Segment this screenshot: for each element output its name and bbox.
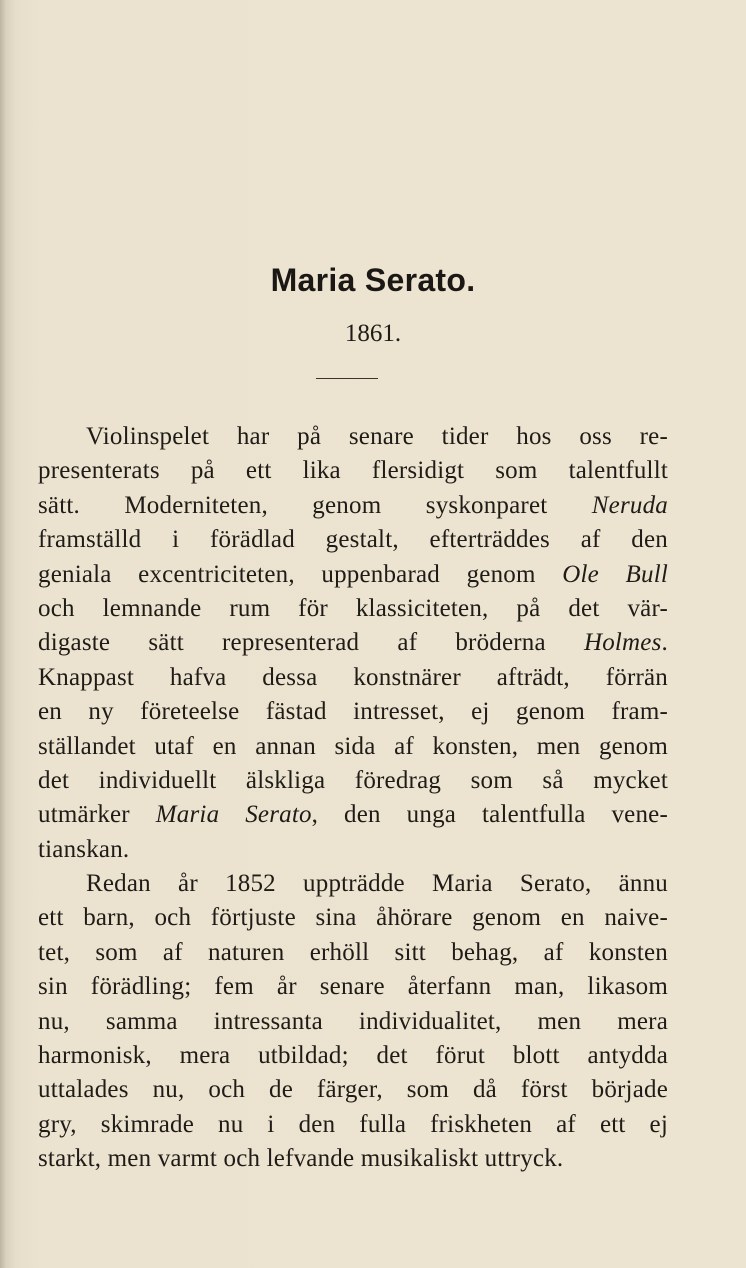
text-line: Redan år 1852 uppträdde Maria Serato, ännu [86,870,668,898]
name-emphasis: Maria Serato [155,801,312,829]
text-line: det individuellt älskliga föredrag som så mycket [38,766,668,794]
text-line: gry, skimrade nu i den fulla friskheten af ett ej [38,1110,668,1138]
text-line: ställandet utaf en annan sida af konsten, men genom [38,732,668,760]
text-line: uttalades nu, och de färger, som då först började [38,1076,668,1104]
text-line: geniala excentriciteten, uppenbarad genom Ole Bull [38,560,668,588]
text-line: framställd i förädlad gestalt, efterträddes af den [38,526,668,554]
chapter-title: Maria Serato. [270,262,476,298]
name-emphasis: Ole Bull [562,560,668,588]
text-line: en ny företeelse fästad intresset, ej genom fram- [38,698,668,726]
text-line: sätt. Moderniteten, genom syskonparet Neruda [38,491,668,519]
text-line: digaste sätt representerad af bröderna Holmes. [38,629,668,657]
chapter-year: 1861. [344,320,402,347]
name-emphasis: Holmes [583,629,662,657]
text-line: nu, samma intressanta individualitet, men mera [38,1007,668,1035]
text-line: tet, som af naturen erhöll sitt behag, af konsten [38,938,668,966]
name-emphasis: Neruda [591,491,668,519]
text-line: harmonisk, mera utbildad; det förut blott antydda [38,1042,668,1070]
body-text [38,420,668,1177]
text-line: sin förädling; fem år senare återfann man, likasom [38,973,668,1001]
title-divider [316,378,378,379]
text-line: presenterats på ett lika flersidigt som talentfullt [38,457,668,485]
text-line: utmärker Maria Serato, den unga talentfulla vene- [38,801,668,829]
text-line: starkt, men varmt och lefvande musikaliskt uttryck. [38,1145,564,1173]
text-line: ett barn, och förtjuste sina åhörare genom en naive- [38,904,668,932]
text-line: Knappast hafva dessa konstnärer afträdt, förrän [38,663,668,691]
text-line: tianskan. [38,835,130,863]
text-line: och lemnande rum för klassiciteten, på det vär- [38,594,668,622]
text-line: Violinspelet har på senare tider hos oss re- [86,423,668,450]
